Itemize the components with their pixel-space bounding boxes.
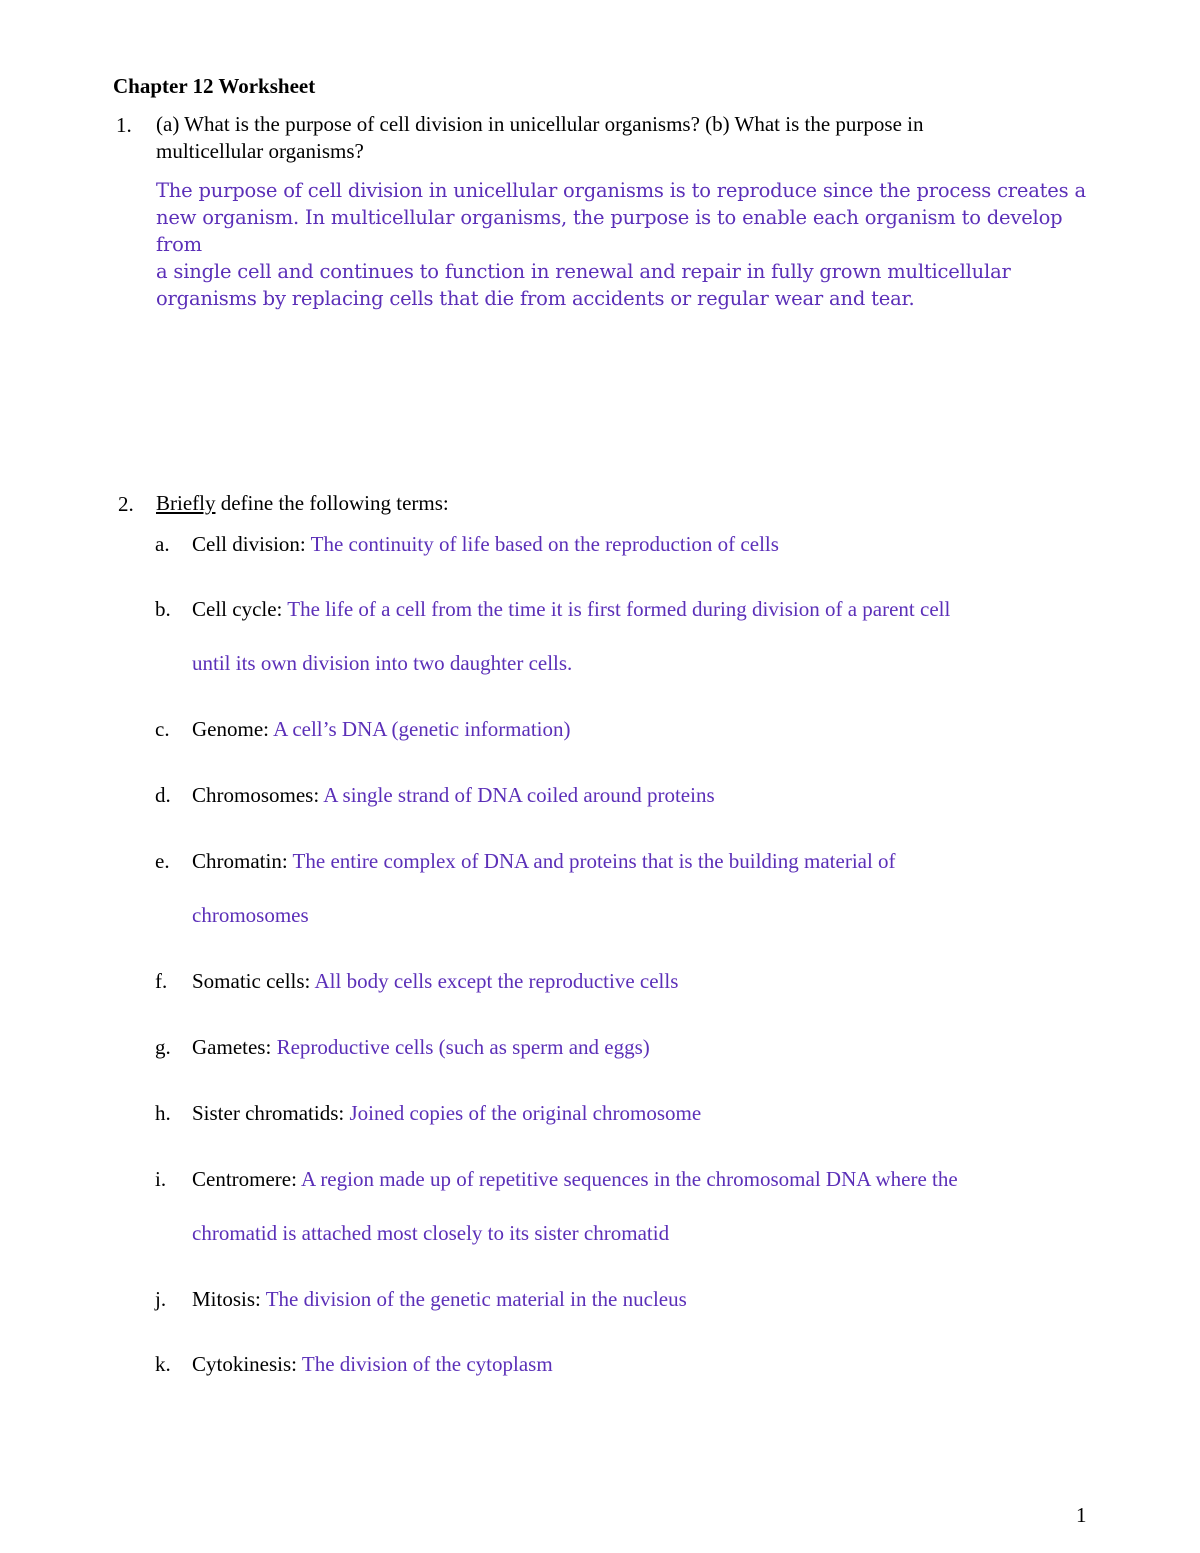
term-definition: A single strand of DNA coiled around proteins — [319, 783, 715, 807]
term-line — [192, 768, 1072, 822]
term-definition: The division of the genetic material in the nucleus — [260, 1287, 687, 1311]
term-letter: h. — [155, 1101, 171, 1125]
term-item — [192, 1337, 1072, 1391]
term-letter: j. — [155, 1287, 167, 1311]
term-line — [192, 954, 1072, 1008]
term-line — [192, 1086, 1072, 1140]
term-letter: c. — [155, 717, 170, 741]
term-line — [192, 1206, 1072, 1260]
page-number: 1 — [1076, 1503, 1087, 1527]
term-definition: A region made up of repetitive sequences in the chromosomal DNA where the — [296, 1167, 958, 1191]
term-definition: The life of a cell from the time it is first formed during division of a parent cell — [282, 597, 951, 621]
term-letter: e. — [155, 849, 170, 873]
term-line — [192, 888, 1072, 942]
term-name: Cytokinesis: — [192, 1352, 298, 1376]
term-line — [192, 834, 1072, 888]
answer-line-4: organisms by replacing cells that die from accidents or regular wear and tear. — [156, 287, 915, 310]
term-line — [192, 1152, 1072, 1206]
term-letter: a. — [155, 532, 170, 556]
term-name: Sister chromatids: — [192, 1101, 345, 1125]
term-letter: g. — [155, 1035, 171, 1059]
term-letter: b. — [155, 597, 171, 621]
term-name: Gametes: — [192, 1035, 272, 1059]
term-line — [192, 1020, 1072, 1074]
term-line — [192, 1272, 1072, 1326]
term-item — [192, 768, 1072, 822]
term-item — [192, 834, 1072, 942]
term-definition: The division of the cytoplasm — [297, 1352, 553, 1376]
page-title: Chapter 12 Worksheet — [113, 74, 316, 98]
answer-line-2: new organism. In multicellular organisms, the purpose is to enable each organism to develop from — [156, 206, 1063, 256]
term-name: Cell cycle: — [192, 597, 283, 621]
term-definition: chromosomes — [192, 903, 309, 927]
term-definition: The entire complex of DNA and proteins that is the building material of — [287, 849, 896, 873]
term-item — [192, 702, 1072, 756]
question-1-answer — [156, 177, 1096, 312]
term-definition: The continuity of life based on the reproduction of cells — [305, 532, 779, 556]
prompt-underlined-word: Briefly — [156, 491, 216, 515]
term-name: Genome: — [192, 717, 269, 741]
term-item — [192, 517, 1072, 571]
question-1-number: 1. — [116, 113, 132, 137]
term-definition: Joined copies of the original chromosome — [344, 1101, 702, 1125]
term-name: Somatic cells: — [192, 969, 311, 993]
term-definition: A cell’s DNA (genetic information) — [268, 717, 571, 741]
term-item — [192, 954, 1072, 1008]
term-name: Chromatin: — [192, 849, 288, 873]
term-name: Cell division: — [192, 532, 306, 556]
term-name: Chromosomes: — [192, 783, 320, 807]
term-item — [192, 1152, 1072, 1260]
term-item — [192, 1020, 1072, 1074]
term-line — [192, 582, 1072, 636]
term-definition: Reproductive cells (such as sperm and eggs) — [271, 1035, 650, 1059]
term-letter: d. — [155, 783, 171, 807]
term-item — [192, 1272, 1072, 1326]
term-item — [192, 582, 1072, 690]
answer-line-1: The purpose of cell division in unicellular organisms is to reproduce since the process creates a — [156, 179, 1086, 202]
term-definition: All body cells except the reproductive cells — [310, 969, 679, 993]
question-2-number: 2. — [118, 492, 134, 516]
term-definition: chromatid is attached most closely to its sister chromatid — [192, 1221, 670, 1245]
question-1-line-1: (a) What is the purpose of cell division in unicellular organisms? (b) What is the purpose in — [156, 112, 924, 136]
term-name: Mitosis: — [192, 1287, 261, 1311]
answer-line-3: a single cell and continues to function in renewal and repair in fully grown multicellular — [156, 260, 1011, 283]
term-line — [192, 517, 1072, 571]
prompt-rest: define the following terms: — [215, 491, 449, 515]
question-1-text — [156, 111, 1096, 165]
term-name: Centromere: — [192, 1167, 297, 1191]
term-line — [192, 702, 1072, 756]
term-letter: f. — [155, 969, 168, 993]
term-item — [192, 1086, 1072, 1140]
question-1-line-2: multicellular organisms? — [156, 139, 364, 163]
term-line — [192, 1337, 1072, 1391]
term-letter: i. — [155, 1167, 167, 1191]
term-letter: k. — [155, 1352, 171, 1376]
term-definition: until its own division into two daughter cells. — [192, 651, 573, 675]
question-2-prompt — [156, 490, 1096, 517]
term-line — [192, 636, 1072, 690]
